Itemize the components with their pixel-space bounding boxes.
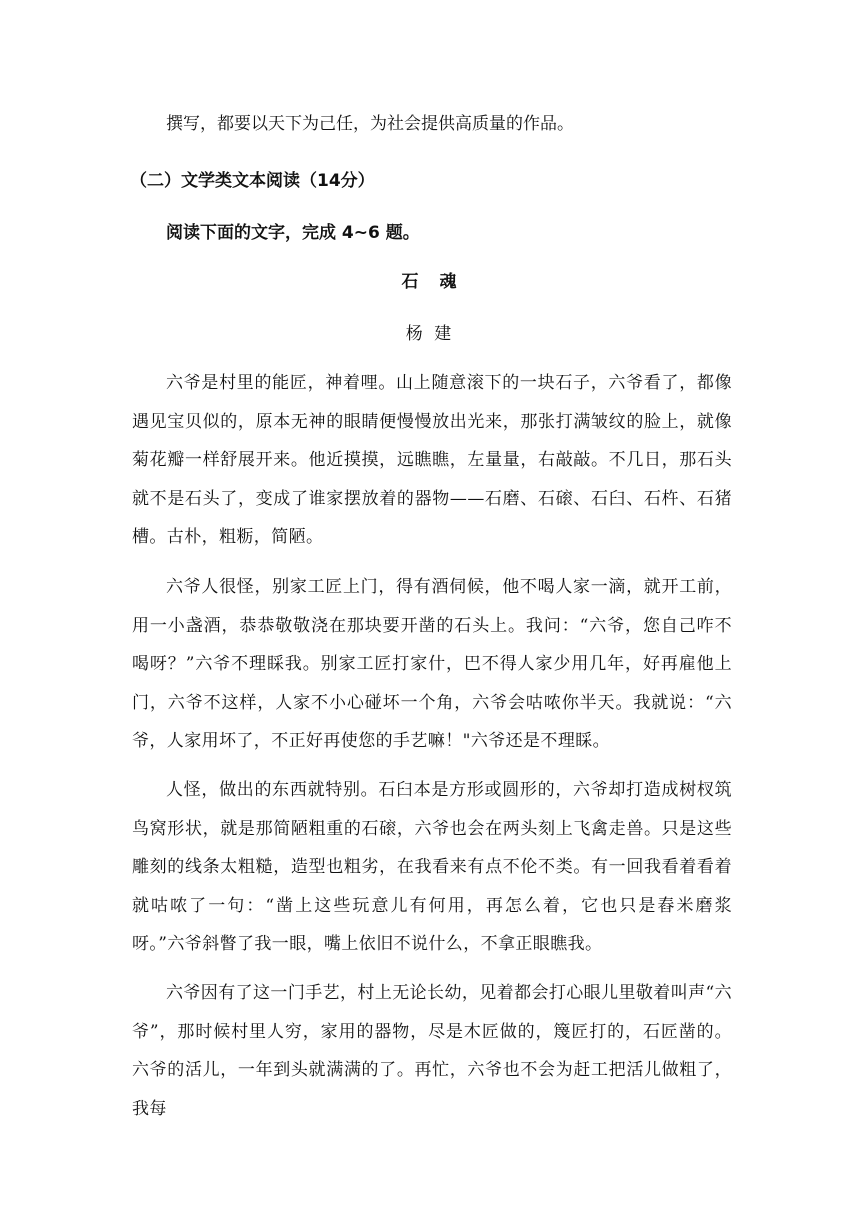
story-paragraph-4: 六爷因有了这一门手艺，村上无论长幼，见着都会打心眼儿里敬着叫声“六爷”，那时候村里人穷，家用的器物，尽是木匠做的，篾匠打的，石匠凿的。六爷的活儿，一年到头就满满的了。再忙，六爷也不会为赶工把活儿做粗了，我每 (132, 983, 732, 1119)
continuation-text: 撰写，都要以天下为己任，为社会提供高质量的作品。 (166, 114, 574, 134)
reading-instruction: 阅读下面的文字，完成 4~6 题。 (166, 223, 420, 243)
story-author: 杨 建 (405, 324, 455, 344)
story-title: 石 魂 (401, 272, 459, 292)
story-paragraph-3: 人怪，做出的东西就特别。石臼本是方形或圆形的，六爷却打造成树杈筑鸟窝形状，就是那简陋粗重的石磙，六爷也会在两头刻上飞禽走兽。只是这些雕刻的线条太粗糙，造型也粗劣，在我看来有点不伦不类。有一回我看着看着就咕哝了一句：“凿上这些玩意儿有何用，再怎么着，它也只是舂米磨浆呀。”六爷斜瞥了我一眼，嘴上依旧不说什么，不拿正眼瞧我。 (132, 780, 732, 954)
story-paragraph-2: 六爷人很怪，别家工匠上门，得有酒伺候，他不喝人家一滴，就开工前，用一小盏酒，恭恭敬敬浇在那块要开凿的石头上。我问：“六爷，您自己咋不喝呀？”六爷不理睬我。别家工匠打家什，巴不得人家少用几年，好再雇他上门，六爷不这样，人家不小心碰坏一个角，六爷会咕哝你半天。我就说：“六爷，人家用坏了，不正好再使您的手艺嘛！"六爷还是不理睬。 (132, 577, 732, 751)
section-heading: （二）文学类文本阅读（14分） (130, 171, 375, 191)
story-paragraph-1: 六爷是村里的能匠，神着哩。山上随意滚下的一块石子，六爷看了，都像遇见宝贝似的，原本无神的眼睛便慢慢放出光来，那张打满皱纹的脸上，就像菊花瓣一样舒展开来。他近摸摸，远瞧瞧，左量量，右敲敲。不几日，那石头就不是石头了，变成了谁家摆放着的器物——石磨、石磙、石臼、石杵、石猪槽。古朴，粗粝，简陋。 (132, 373, 732, 547)
